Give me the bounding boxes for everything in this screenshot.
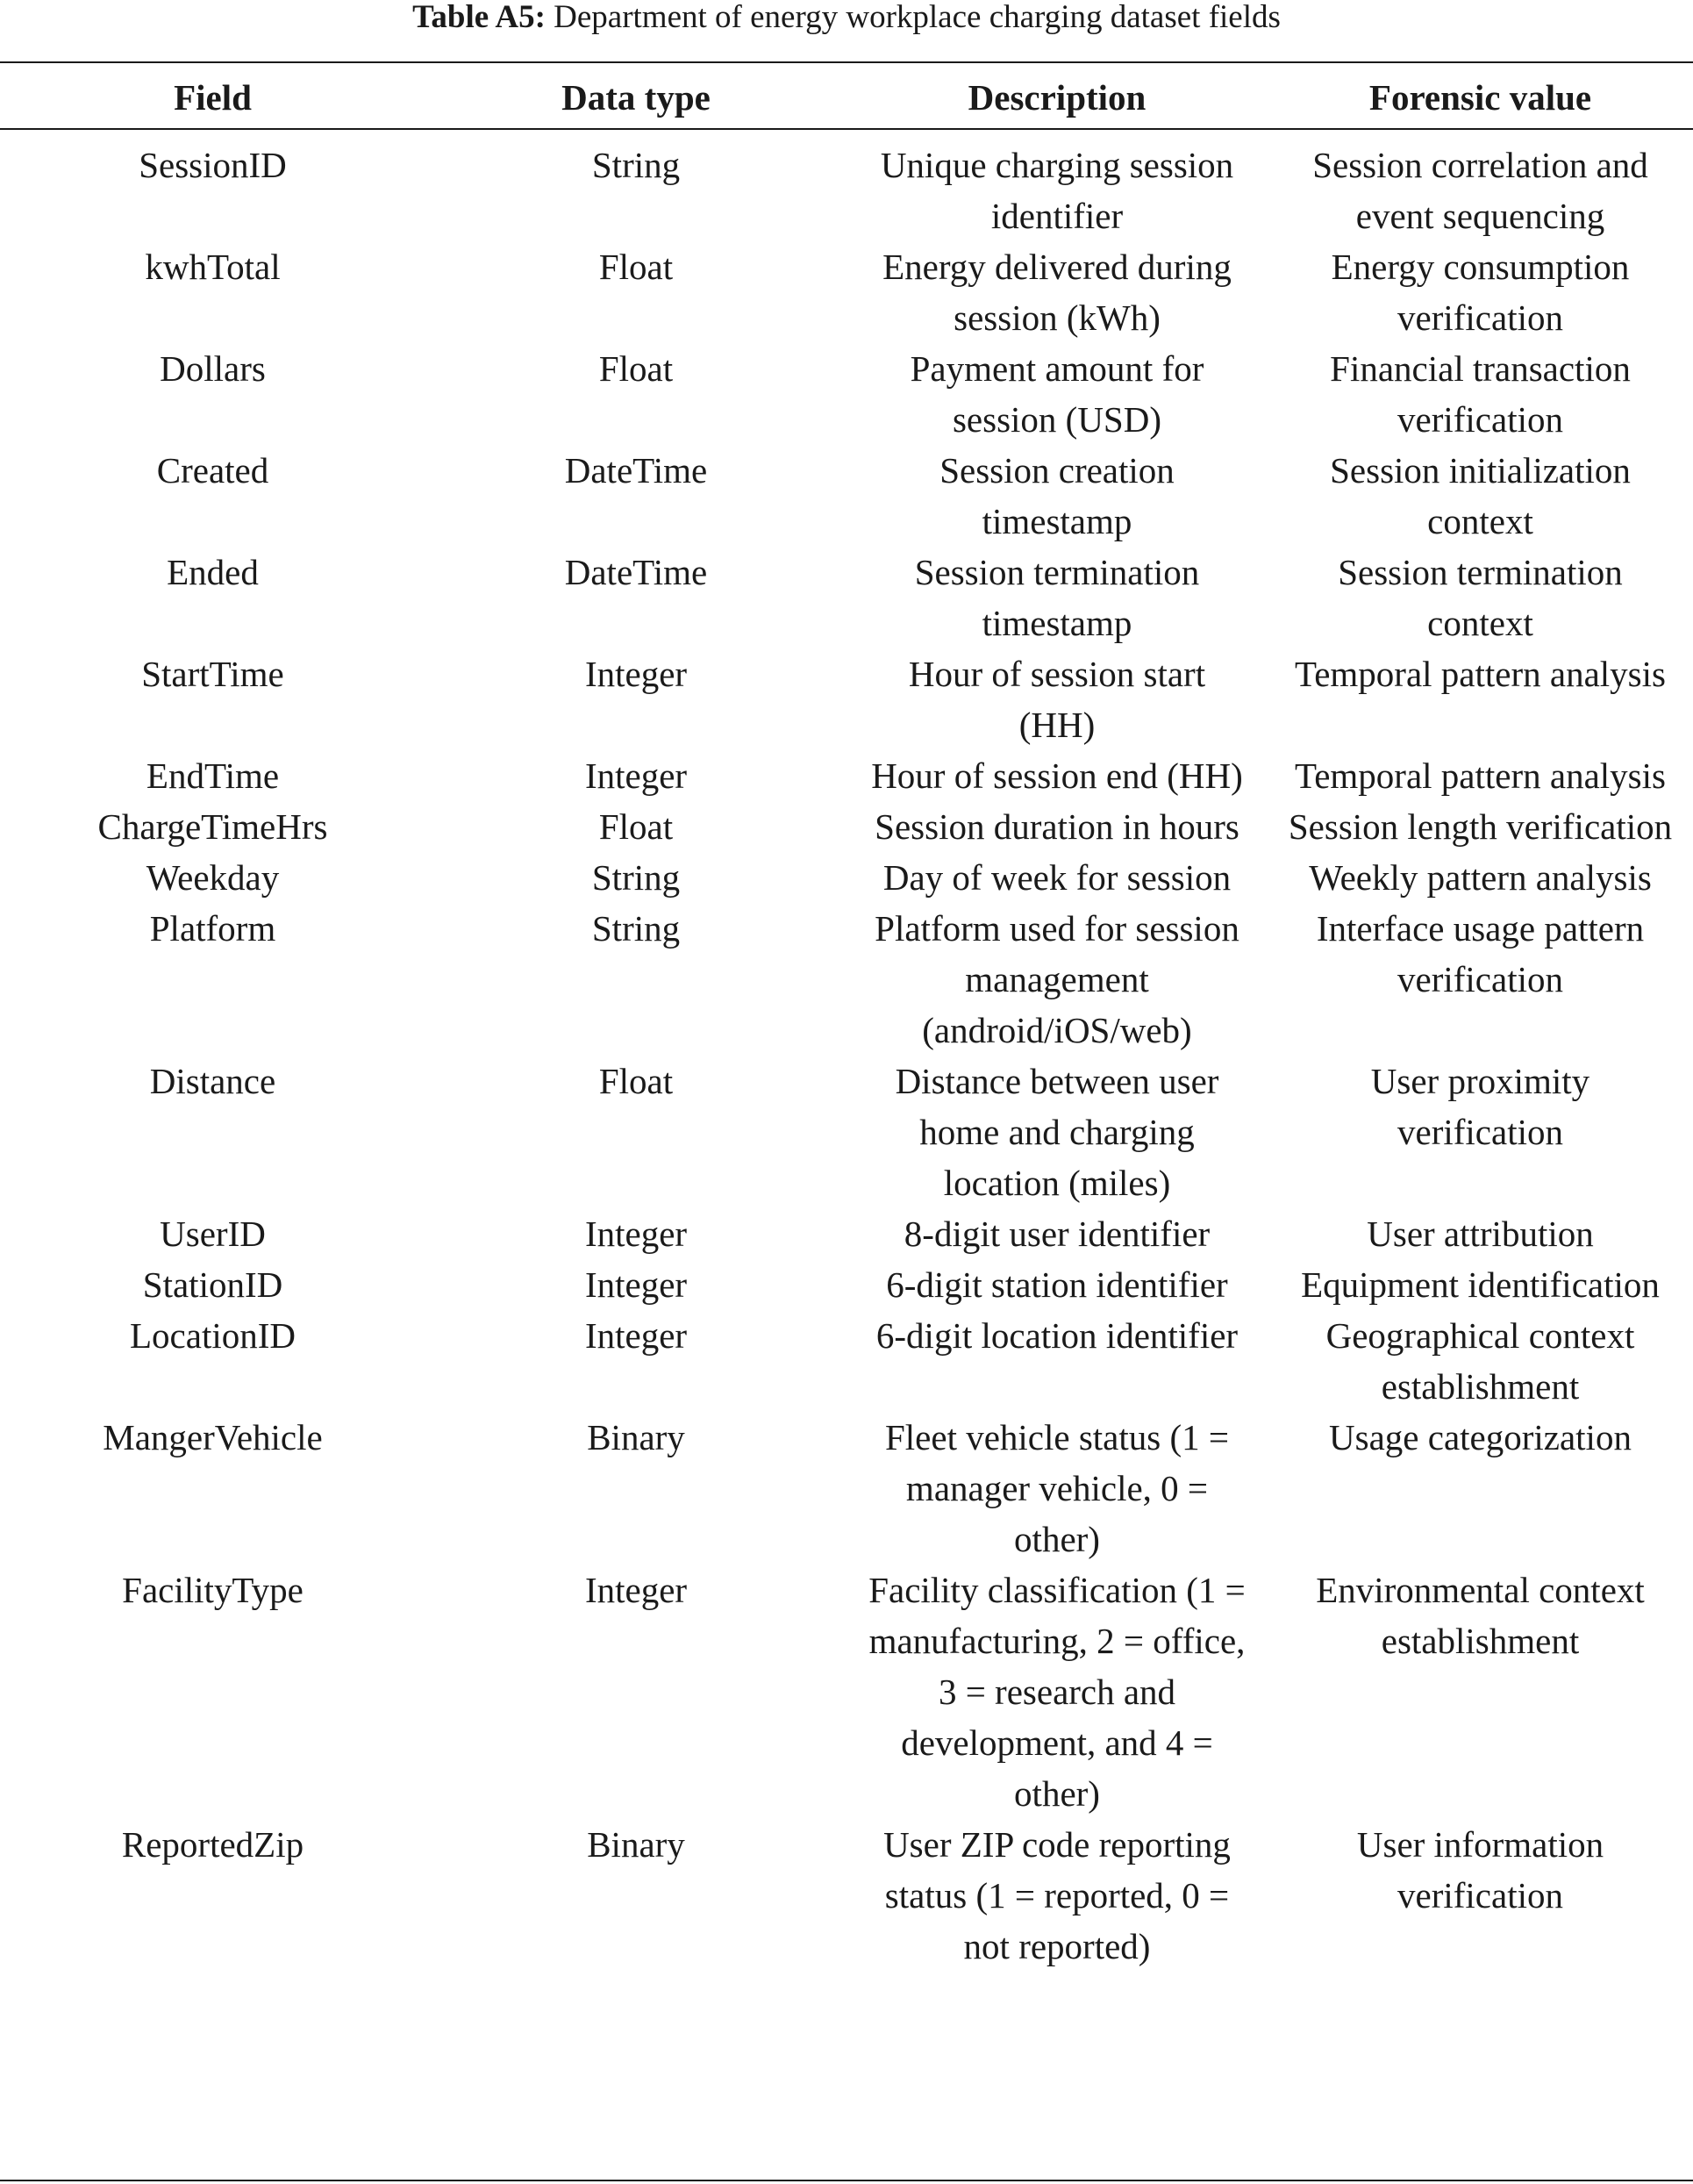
header-forensic-value: Forensic value xyxy=(1368,77,1592,118)
cell-field-text: LocationID xyxy=(130,1315,296,1356)
table-row xyxy=(0,1208,1693,1259)
cell-data-type xyxy=(425,852,846,903)
cell-data-type xyxy=(425,1565,846,1819)
cell-data-type xyxy=(425,1208,846,1259)
cell-field-text: SessionID xyxy=(139,145,287,185)
cell-field-text: kwhTotal xyxy=(145,247,281,287)
cell-description-text: 6-digit station identifier xyxy=(886,1264,1228,1305)
cell-field-text: MangerVehicle xyxy=(103,1417,323,1457)
cell-forensic-value-text: Financial transaction verification xyxy=(1330,348,1631,440)
cell-data-type-text: Float xyxy=(598,348,674,389)
header-row xyxy=(0,79,1693,140)
cell-description-text: Hour of session end (HH) xyxy=(871,755,1243,796)
cell-data-type xyxy=(425,1819,846,1972)
table-caption-text: Department of energy workplace charging dataset fields xyxy=(545,0,1281,35)
cell-forensic-value-text: Equipment identification xyxy=(1301,1264,1660,1305)
cell-data-type xyxy=(425,648,846,750)
cell-description-text: Session duration in hours xyxy=(875,806,1239,847)
cell-description xyxy=(846,750,1268,801)
cell-description-text: Unique charging session identifier xyxy=(880,145,1234,236)
cell-forensic-value-text: Geographical context establishment xyxy=(1325,1315,1635,1407)
table-body xyxy=(0,140,1693,1972)
cell-field xyxy=(0,648,425,750)
cell-forensic-value xyxy=(1268,1056,1693,1208)
cell-forensic-value xyxy=(1268,903,1693,1056)
cell-field-text: Created xyxy=(156,450,269,491)
cell-description-text: Session termination timestamp xyxy=(914,552,1200,643)
cell-description xyxy=(846,445,1268,547)
cell-data-type-text: DateTime xyxy=(564,552,708,592)
cell-data-type xyxy=(425,343,846,445)
cell-description xyxy=(846,140,1268,241)
cell-data-type xyxy=(425,750,846,801)
cell-data-type-text: Float xyxy=(598,806,674,847)
table-row xyxy=(0,801,1693,852)
cell-data-type xyxy=(425,903,846,1056)
cell-forensic-value-text: Session initialization context xyxy=(1330,450,1631,541)
cell-description xyxy=(846,1259,1268,1310)
cell-forensic-value xyxy=(1268,1208,1693,1259)
cell-field-text: EndTime xyxy=(146,755,280,796)
cell-field xyxy=(0,445,425,547)
table-row xyxy=(0,1056,1693,1208)
cell-field xyxy=(0,1819,425,1972)
cell-description-text: Day of week for session xyxy=(882,857,1232,898)
top-rule xyxy=(0,61,1693,63)
cell-data-type xyxy=(425,445,846,547)
cell-field xyxy=(0,801,425,852)
cell-forensic-value-text: Weekly pattern analysis xyxy=(1309,857,1652,898)
cell-data-type-text: Integer xyxy=(584,1264,688,1305)
cell-description-text: Fleet vehicle status (1 = manager vehicle, 0 = other) xyxy=(884,1417,1230,1559)
header-field: Field xyxy=(174,77,252,118)
cell-description xyxy=(846,903,1268,1056)
table-caption-label: Table A5: xyxy=(412,0,546,35)
cell-forensic-value-text: Usage categorization xyxy=(1329,1417,1632,1457)
cell-data-type-text: String xyxy=(591,145,681,185)
cell-forensic-value-text: Session length verification xyxy=(1288,806,1673,847)
cell-forensic-value-text: Session correlation and event sequencing xyxy=(1312,145,1648,236)
cell-forensic-value xyxy=(1268,801,1693,852)
cell-field xyxy=(0,1310,425,1412)
table-row xyxy=(0,1565,1693,1819)
cell-forensic-value-text: Temporal pattern analysis xyxy=(1295,654,1666,694)
table-row xyxy=(0,852,1693,903)
table-row xyxy=(0,445,1693,547)
cell-description xyxy=(846,547,1268,648)
cell-data-type-text: Integer xyxy=(584,1315,688,1356)
cell-data-type-text: Integer xyxy=(584,1570,688,1610)
cell-description-text: Distance between user home and charging location (miles) xyxy=(895,1061,1219,1203)
cell-forensic-value-text: Temporal pattern analysis xyxy=(1295,755,1666,796)
cell-forensic-value xyxy=(1268,547,1693,648)
cell-description xyxy=(846,1819,1268,1972)
cell-field-text: UserID xyxy=(160,1214,266,1254)
cell-field xyxy=(0,1565,425,1819)
cell-description xyxy=(846,852,1268,903)
fields-table xyxy=(0,79,1693,1972)
cell-description-text: Payment amount for session (USD) xyxy=(910,348,1204,440)
cell-data-type-text: Binary xyxy=(587,1824,685,1865)
cell-field xyxy=(0,750,425,801)
cell-field xyxy=(0,903,425,1056)
table-row xyxy=(0,1412,1693,1565)
cell-description-text: Session creation timestamp xyxy=(939,450,1175,541)
table-row xyxy=(0,750,1693,801)
cell-data-type-text: String xyxy=(591,857,681,898)
cell-forensic-value xyxy=(1268,1819,1693,1972)
cell-description xyxy=(846,1208,1268,1259)
cell-field xyxy=(0,1208,425,1259)
cell-description xyxy=(846,343,1268,445)
cell-field xyxy=(0,343,425,445)
cell-field-text: FacilityType xyxy=(122,1570,304,1610)
cell-field xyxy=(0,1056,425,1208)
cell-data-type xyxy=(425,1056,846,1208)
cell-data-type-text: DateTime xyxy=(564,450,708,491)
cell-forensic-value-text: Energy consumption verification xyxy=(1331,247,1630,338)
cell-description-text: Platform used for session management (android/iOS/web) xyxy=(875,908,1239,1050)
cell-forensic-value xyxy=(1268,1412,1693,1565)
table-row xyxy=(0,140,1693,241)
cell-data-type-text: Integer xyxy=(584,654,688,694)
cell-data-type-text: Integer xyxy=(584,755,688,796)
table-row xyxy=(0,903,1693,1056)
cell-data-type xyxy=(425,801,846,852)
cell-description-text: User ZIP code reporting status (1 = reported, 0 = not reported) xyxy=(883,1824,1231,1966)
table-row xyxy=(0,1259,1693,1310)
cell-forensic-value xyxy=(1268,445,1693,547)
table-row xyxy=(0,1819,1693,1972)
cell-field-text: ChargeTimeHrs xyxy=(97,806,328,847)
cell-forensic-value xyxy=(1268,750,1693,801)
cell-data-type xyxy=(425,140,846,241)
cell-field-text: Ended xyxy=(167,552,259,592)
cell-description-text: 8-digit user identifier xyxy=(904,1214,1211,1254)
table-row xyxy=(0,1310,1693,1412)
cell-field-text: Weekday xyxy=(146,857,280,898)
cell-forensic-value xyxy=(1268,140,1693,241)
cell-data-type-text: String xyxy=(591,908,681,949)
cell-data-type-text: Float xyxy=(598,1061,674,1101)
cell-field xyxy=(0,852,425,903)
cell-forensic-value-text: User proximity verification xyxy=(1370,1061,1590,1152)
cell-forensic-value-text: Interface usage pattern verification xyxy=(1316,908,1645,999)
cell-forensic-value xyxy=(1268,1565,1693,1819)
cell-data-type xyxy=(425,1310,846,1412)
cell-field-text: Platform xyxy=(149,908,276,949)
cell-field xyxy=(0,547,425,648)
cell-forensic-value-text: User attribution xyxy=(1367,1214,1594,1254)
table-caption xyxy=(0,0,1693,39)
header-description: Description xyxy=(968,77,1147,118)
cell-description xyxy=(846,1412,1268,1565)
table-row xyxy=(0,547,1693,648)
table-row xyxy=(0,241,1693,343)
cell-data-type-text: Float xyxy=(598,247,674,287)
cell-data-type xyxy=(425,1412,846,1565)
cell-field-text: Dollars xyxy=(160,348,266,389)
cell-description-text: 6-digit location identifier xyxy=(875,1315,1239,1356)
cell-description xyxy=(846,801,1268,852)
cell-description xyxy=(846,1310,1268,1412)
cell-field-text: StationID xyxy=(142,1264,283,1305)
cell-forensic-value-text: User information verification xyxy=(1356,1824,1604,1915)
cell-data-type xyxy=(425,1259,846,1310)
cell-forensic-value-text: Environmental context establishment xyxy=(1316,1570,1645,1661)
cell-field xyxy=(0,140,425,241)
cell-forensic-value xyxy=(1268,1310,1693,1412)
table-row xyxy=(0,343,1693,445)
cell-description-text: Energy delivered during session (kWh) xyxy=(882,247,1232,338)
cell-description xyxy=(846,648,1268,750)
cell-field-text: ReportedZip xyxy=(121,1824,304,1865)
cell-data-type xyxy=(425,547,846,648)
cell-description xyxy=(846,1056,1268,1208)
cell-data-type-text: Binary xyxy=(587,1417,685,1457)
cell-forensic-value xyxy=(1268,241,1693,343)
cell-forensic-value xyxy=(1268,343,1693,445)
cell-description xyxy=(846,241,1268,343)
cell-description xyxy=(846,1565,1268,1819)
cell-forensic-value xyxy=(1268,1259,1693,1310)
cell-field-text: Distance xyxy=(149,1061,276,1101)
bottom-rule xyxy=(0,2180,1693,2181)
cell-forensic-value xyxy=(1268,648,1693,750)
table-row xyxy=(0,648,1693,750)
cell-description-text: Hour of session start (HH) xyxy=(908,654,1206,745)
cell-field xyxy=(0,1259,425,1310)
cell-field-text: StartTime xyxy=(141,654,284,694)
cell-description-text: Facility classification (1 = manufacturing, 2 = office, 3 = research and development, and 4 = other) xyxy=(868,1570,1246,1814)
cell-data-type xyxy=(425,241,846,343)
cell-field xyxy=(0,241,425,343)
header-data-type: Data type xyxy=(561,77,711,118)
cell-forensic-value xyxy=(1268,852,1693,903)
cell-data-type-text: Integer xyxy=(584,1214,688,1254)
cell-forensic-value-text: Session termination context xyxy=(1338,552,1623,643)
cell-field xyxy=(0,1412,425,1565)
